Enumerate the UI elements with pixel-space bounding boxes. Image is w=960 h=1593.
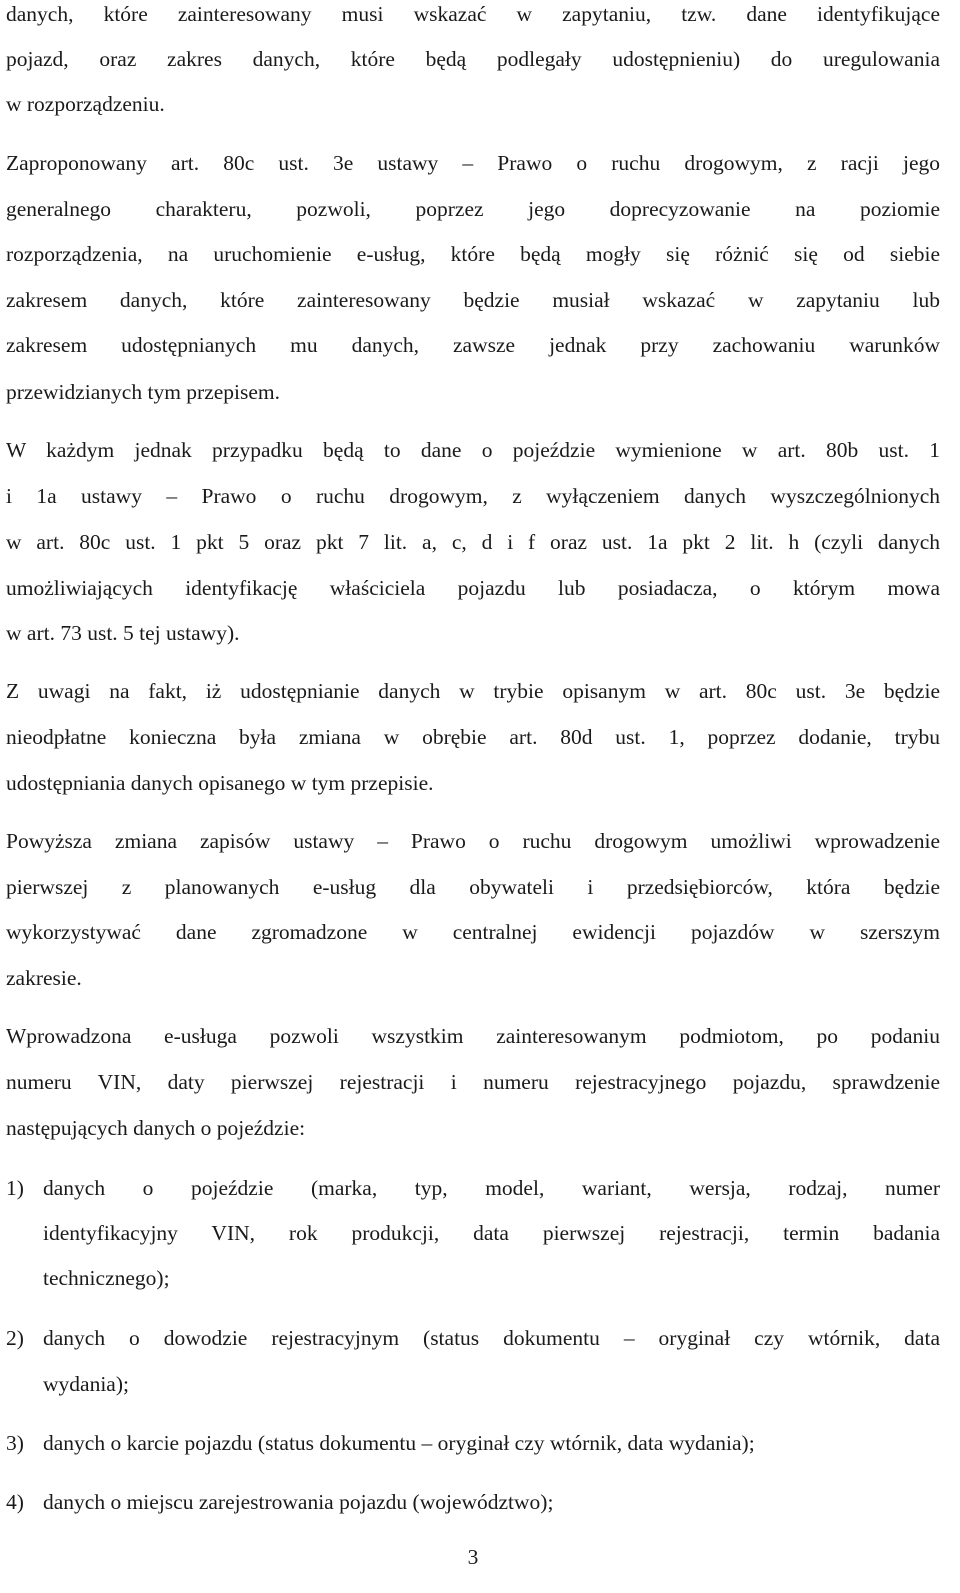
paragraph-line: Zaproponowany art. 80c ust. 3e ustawy – Prawo o ruchu drogowym, z racji jego: [6, 151, 940, 175]
list-item-line: technicznego);: [43, 1266, 170, 1290]
list-item-number: 2): [6, 1326, 24, 1350]
paragraph-line: numeru VIN, daty pierwszej rejestracji i numeru rejestracyjnego pojazdu, sprawdzenie: [6, 1070, 940, 1094]
list-item-line: wydania);: [43, 1372, 129, 1396]
paragraph-line: udostępniania danych opisanego w tym przepisie.: [6, 771, 434, 795]
paragraph-line: umożliwiających identyfikację właściciela pojazdu lub posiadacza, o którym mowa: [6, 576, 940, 600]
paragraph-line: w rozporządzeniu.: [6, 92, 165, 116]
paragraph-line: i 1a ustawy – Prawo o ruchu drogowym, z wyłączeniem danych wyszczególnionych: [6, 484, 940, 508]
list-item-number: 3): [6, 1431, 24, 1455]
paragraph-line: przewidzianych tym przepisem.: [6, 380, 281, 404]
paragraph-line: Powyższa zmiana zapisów ustawy – Prawo o ruchu drogowym umożliwi wprowadzenie: [6, 829, 940, 853]
paragraph-line: zakresie.: [6, 966, 82, 990]
paragraph-line: zakresem danych, które zainteresowany będzie musiał wskazać w zapytaniu lub: [6, 288, 940, 312]
paragraph-line: nieodpłatne konieczna była zmiana w obrębie art. 80d ust. 1, poprzez dodanie, trybu: [6, 725, 940, 749]
paragraph-line: generalnego charakteru, pozwoli, poprzez jego doprecyzowanie na poziomie: [6, 197, 940, 221]
list-item-line: danych o karcie pojazdu (status dokumentu – oryginał czy wtórnik, data wydania);: [43, 1431, 755, 1455]
list-item-line: danych o pojeździe (marka, typ, model, wariant, wersja, rodzaj, numer: [43, 1176, 940, 1200]
paragraph-line: wykorzystywać dane zgromadzone w centralnej ewidencji pojazdów w szerszym: [6, 920, 940, 944]
list-item-line: danych o dowodzie rejestracyjnym (status dokumentu – oryginał czy wtórnik, data: [43, 1326, 940, 1350]
list-item-number: 4): [6, 1490, 24, 1514]
paragraph-line: w art. 73 ust. 5 tej ustawy).: [6, 621, 240, 645]
paragraph-line: zakresem udostępnianych mu danych, zawsze jednak przy zachowaniu warunków: [6, 333, 940, 357]
paragraph-line: Z uwagi na fakt, iż udostępnianie danych w trybie opisanym w art. 80c ust. 3e będzie: [6, 679, 940, 703]
paragraph-line: Wprowadzona e-usługa pozwoli wszystkim zainteresowanym podmiotom, po podaniu: [6, 1024, 940, 1048]
paragraph-line: pojazd, oraz zakres danych, które będą podlegały udostępnieniu) do uregulowania: [6, 47, 940, 71]
paragraph-line: następujących danych o pojeździe:: [6, 1116, 306, 1140]
page-number: 3: [467, 1545, 479, 1569]
paragraph-line: rozporządzenia, na uruchomienie e-usług, które będą mogły się różnić się od siebie: [6, 242, 940, 266]
paragraph-line: danych, które zainteresowany musi wskazać w zapytaniu, tzw. dane identyfikujące: [6, 2, 940, 26]
paragraph-line: W każdym jednak przypadku będą to dane o pojeździe wymienione w art. 80b ust. 1: [6, 438, 940, 462]
list-item-line: identyfikacyjny VIN, rok produkcji, data pierwszej rejestracji, termin badania: [43, 1221, 940, 1245]
paragraph-line: pierwszej z planowanych e-usług dla obywateli i przedsiębiorców, która będzie: [6, 875, 940, 899]
list-item-line: danych o miejscu zarejestrowania pojazdu (województwo);: [43, 1490, 554, 1514]
paragraph-line: w art. 80c ust. 1 pkt 5 oraz pkt 7 lit. a, c, d i f oraz ust. 1a pkt 2 lit. h (czyli danych: [6, 530, 940, 554]
list-item-number: 1): [6, 1176, 24, 1200]
